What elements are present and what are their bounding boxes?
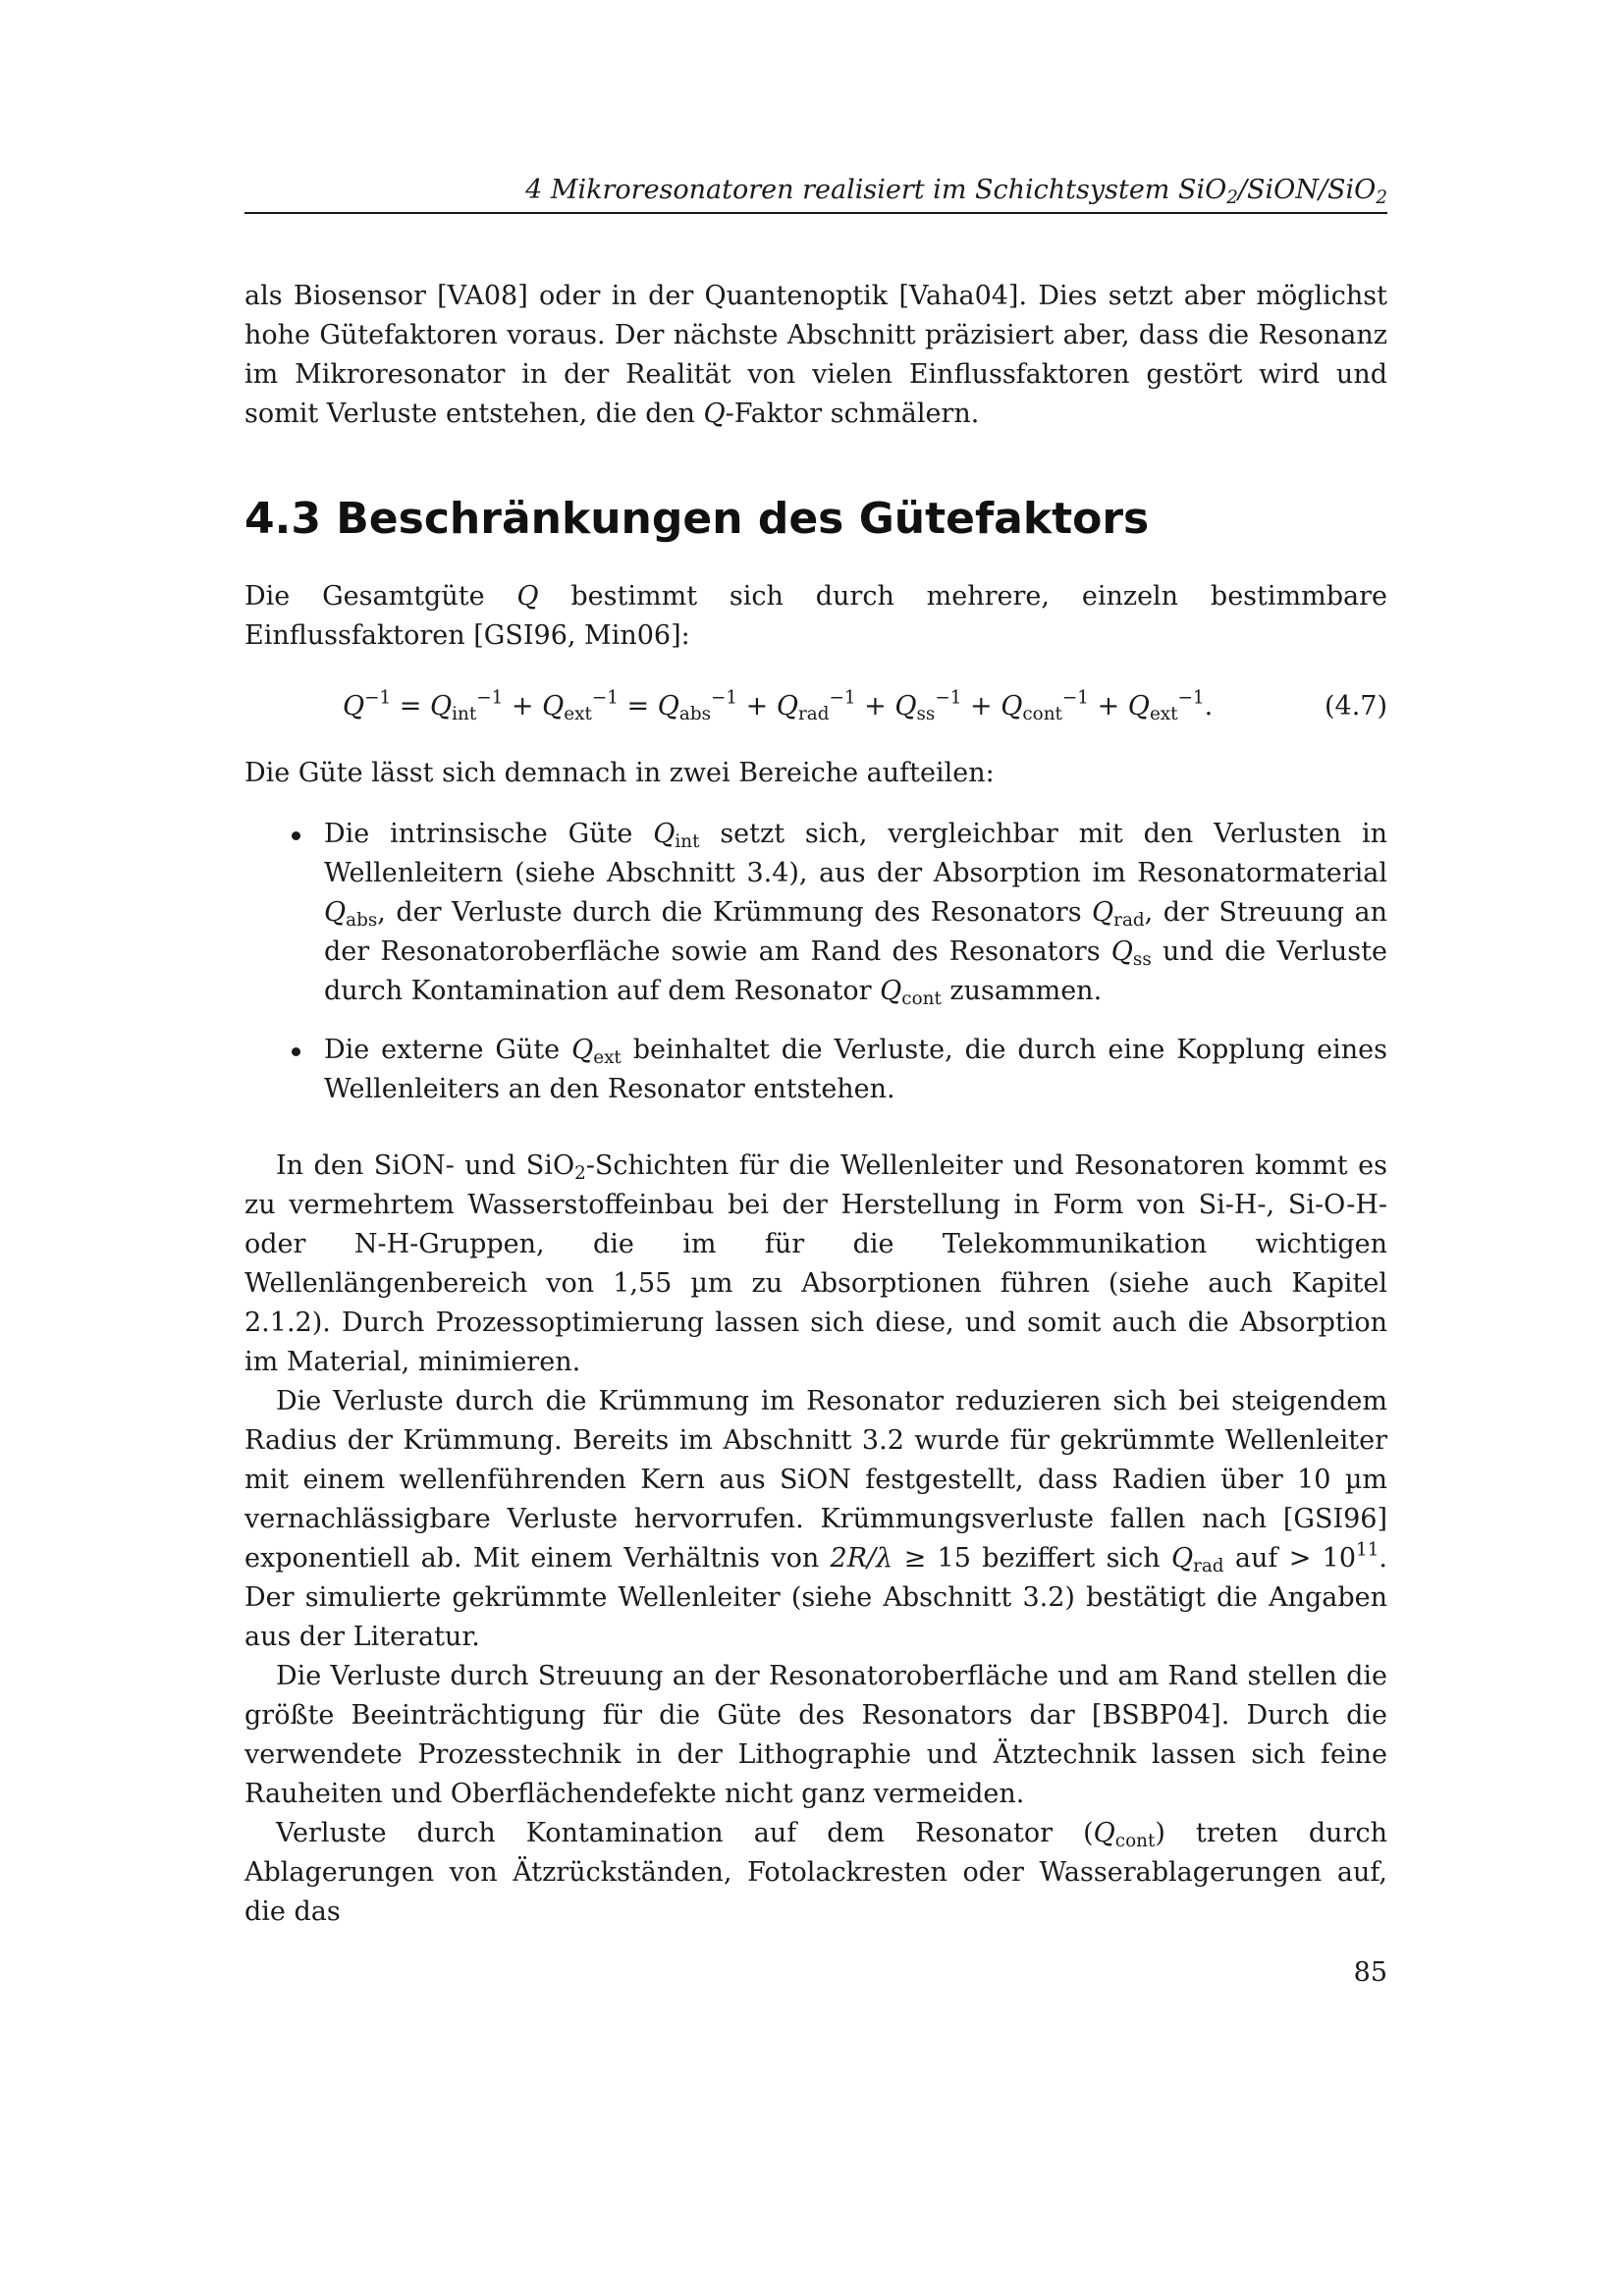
lead-paragraph: Die Gesamtgüte Q bestimmt sich durch mehrere, einzeln bestimmbare Einflussfaktoren [GSI96, Min06]: bbox=[244, 581, 1387, 651]
header-text: /SiON/SiO bbox=[1237, 175, 1377, 205]
subscript: 2 bbox=[1226, 187, 1238, 209]
equation-body: $Q^{-1} = Q_{int}^{-1} + Q_{ext}^{-1} = Q_{abs}^{-1} + Q_{rad}^{-1} + Q_{ss}^{-1} + Q_{cont}^{-1} + Q_{ext}^{-1}$. bbox=[343, 687, 1214, 725]
paragraph: Verluste durch Kontamination auf dem Resonator $(Q_{cont})$ treten durch Ablagerungen von Ätzrückständen, Fotolackresten oder Wasserablagerungen auf, die das bbox=[244, 1818, 1387, 1927]
math-expression: 2R/λ bbox=[830, 1543, 893, 1574]
header-text: 4 Mikroresonatoren realisiert im Schichtsystem SiO bbox=[525, 175, 1227, 205]
bullet-list bbox=[244, 815, 1387, 1109]
running-header bbox=[244, 175, 1387, 214]
list-item: Die externe Güte $Q_{ext}$ beinhaltet die Verluste, die durch eine Kopplung eines Wellenleiters an den Resonator entstehen. bbox=[244, 1031, 1387, 1109]
bullet-icon bbox=[292, 831, 300, 840]
split-paragraph: Die Güte lässt sich demnach in zwei Bereiche aufteilen: bbox=[244, 758, 995, 788]
list-item: Die intrinsische Güte $Q_{int}$ setzt sich, vergleichbar mit den Verlusten in Wellenleitern (siehe Abschnitt 3.4), aus der Absorption im Resonatormaterial $Q_{abs}$, der Verluste durch die Krümmung des Resonators $Q_{rad}$, der Streuung an der Resonatoroberfläche sowie am Rand des Resonators $Q_{ss}$ und die Verluste durch Kontamination auf dem Resonator $Q_{cont}$ zusammen. bbox=[244, 815, 1387, 1011]
paragraph: Die Verluste durch Streuung an der Resonatoroberfläche und am Rand stellen die größte Beeinträchtigung für die Güte des Resonators dar [BSBP04]. Durch die verwendete Prozesstechnik in der Lithographie und Ätztechnik lassen sich feine Rauheiten und Oberflächendefekte nicht ganz vermeiden. bbox=[244, 1661, 1387, 1809]
page-number: 85 bbox=[1353, 1957, 1387, 1988]
math-symbol: Q bbox=[703, 399, 726, 429]
equation-number: (4.7) bbox=[1324, 691, 1387, 721]
body-text bbox=[244, 1147, 1387, 1932]
intro-paragraph: als Biosensor [VA08] oder in der Quantenoptik [Vaha04]. Dies setzt aber möglichst hohe Gütefaktoren voraus. Der nächste Abschnitt präzisiert aber, dass die Resonanz im Mikroresonator in der Realität von vielen Einflussfaktoren gestört wird und somit Verluste entstehen, die den Q-Faktor schmälern. bbox=[244, 281, 1387, 429]
equation-4-7 bbox=[244, 685, 1387, 728]
section-heading: 4.3 Beschränkungen des Gütefaktors bbox=[244, 494, 1150, 544]
paragraph: Die Verluste durch die Krümmung im Resonator reduzieren sich bei steigendem Radius der Krümmung. Bereits im Abschnitt 3.2 wurde für gekrümmte Wellenleiter mit einem wellenführenden Kern aus SiON festgestellt, dass Radien über 10 µm vernachlässigbare Verluste hervorrufen. Krümmungsverluste fallen nach [GSI96] exponentiell ab. Mit einem Verhältnis von 2R/λ ≥ 15 beziffert sich $Q_{rad}$ auf > $10^{11}$. Der simulierte gekrümmte Wellenleiter (siehe Abschnitt 3.2) bestätigt die Angaben aus der Literatur. bbox=[244, 1386, 1387, 1652]
math-symbol: Q bbox=[516, 581, 539, 612]
subscript: 2 bbox=[1376, 187, 1387, 209]
bullet-icon bbox=[292, 1047, 300, 1056]
paragraph: In den SiON- und SiO$_2$-Schichten für die Wellenleiter und Resonatoren kommt es zu vermehrtem Wasserstoffeinbau bei der Herstellung in Form von Si-H-, Si-O-H- oder N-H-Gruppen, die im für die Telekommunikation wichtigen Wellenlängenbereich von 1,55 µm zu Absorptionen führen (siehe auch Kapitel 2.1.2). Durch Prozessoptimierung lassen sich diese, und somit auch die Absorption im Material, minimieren. bbox=[244, 1150, 1387, 1377]
